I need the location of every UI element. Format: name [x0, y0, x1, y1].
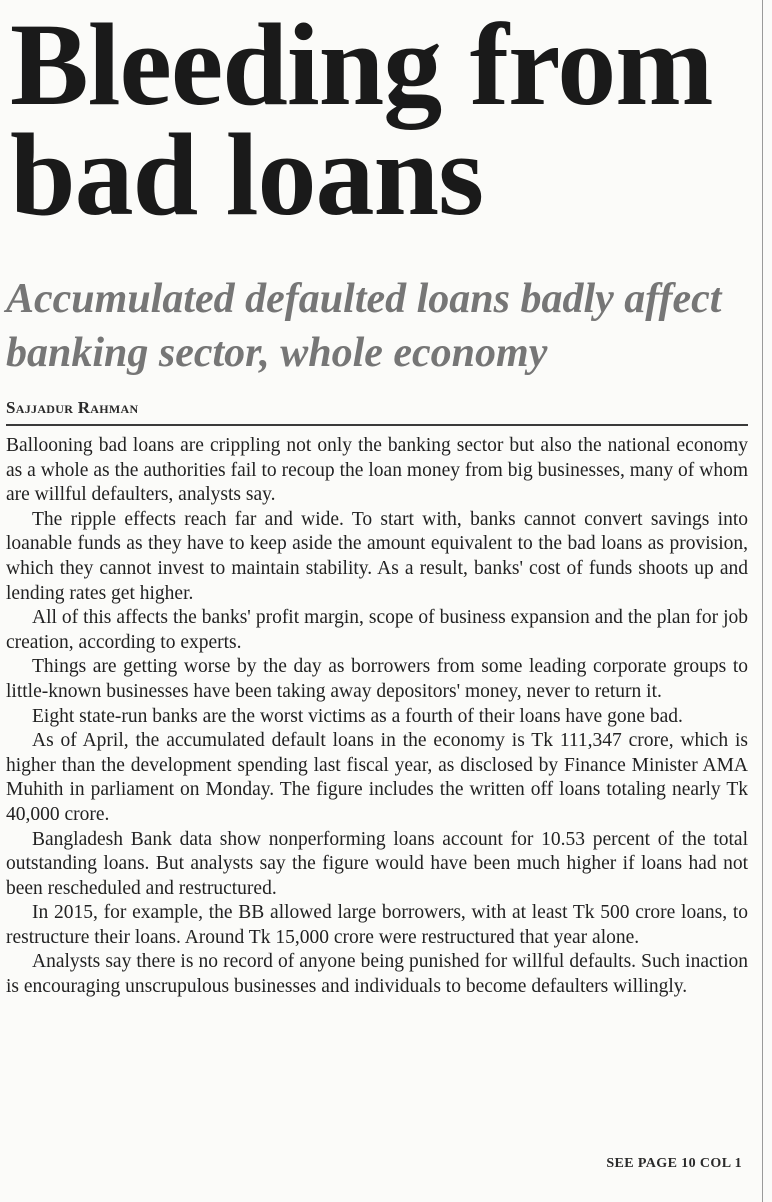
article-body: [6, 434, 748, 1000]
body-paragraph: All of this affects the banks' profit margin, scope of business expansion and the plan for job creation, according to experts.: [6, 607, 748, 653]
body-paragraph: Bangladesh Bank data show nonperforming loans account for 10.53 percent of the total outstanding loans. But analysts say the figure would have been much higher if loans had not been rescheduled and restructured.: [6, 828, 748, 899]
body-paragraph: In 2015, for example, the BB allowed large borrowers, with at least Tk 500 crore loans, to restructure their loans. Around Tk 15,000 crore were restructured that year alone.: [6, 902, 748, 948]
body-paragraph: Eight state-run banks are the worst victims as a fourth of their loans have gone bad.: [32, 705, 683, 727]
column-divider: [762, 0, 763, 1202]
byline: Sajjadur Rahman: [6, 398, 139, 417]
body-paragraph: Things are getting worse by the day as borrowers from some leading corporate groups to little-known businesses have been taking away depositors' money, never to return it.: [6, 656, 748, 702]
article-page: [6, 0, 750, 1202]
body-paragraph: The ripple effects reach far and wide. To start with, banks cannot convert savings into loanable funds as they have to keep aside the amount equivalent to the bad loans as provision, which they cannot invest to maintain stability. As a result, banks' cost of funds shoots up and lending rates get higher.: [6, 508, 748, 604]
headline: Bleeding from bad loans: [10, 0, 713, 240]
continued-jump-link[interactable]: SEE PAGE 10 COL 1: [606, 1156, 742, 1171]
body-paragraph: As of April, the accumulated default loans in the economy is Tk 111,347 crore, which is higher than the development spending last fiscal year, as disclosed by Finance Minister AMA Muhith in parliament on Monday. The figure includes the written off loans totaling nearly Tk 40,000 crore.: [6, 730, 748, 825]
deck-subheadline: Accumulated defaulted loans badly affect banking sector, whole economy: [6, 276, 722, 376]
body-paragraph: Analysts say there is no record of anyone being punished for willful defaults. Such inaction is encouraging unscrupulous businesses and individuals to become defaulters willingly.: [6, 951, 748, 998]
body-paragraph: Ballooning bad loans are crippling not only the banking sector but also the national economy as a whole as the authorities fail to recoup the loan money from big businesses, many of whom are willful defaulters, analysts say.: [6, 435, 748, 506]
byline-divider: [6, 424, 748, 426]
